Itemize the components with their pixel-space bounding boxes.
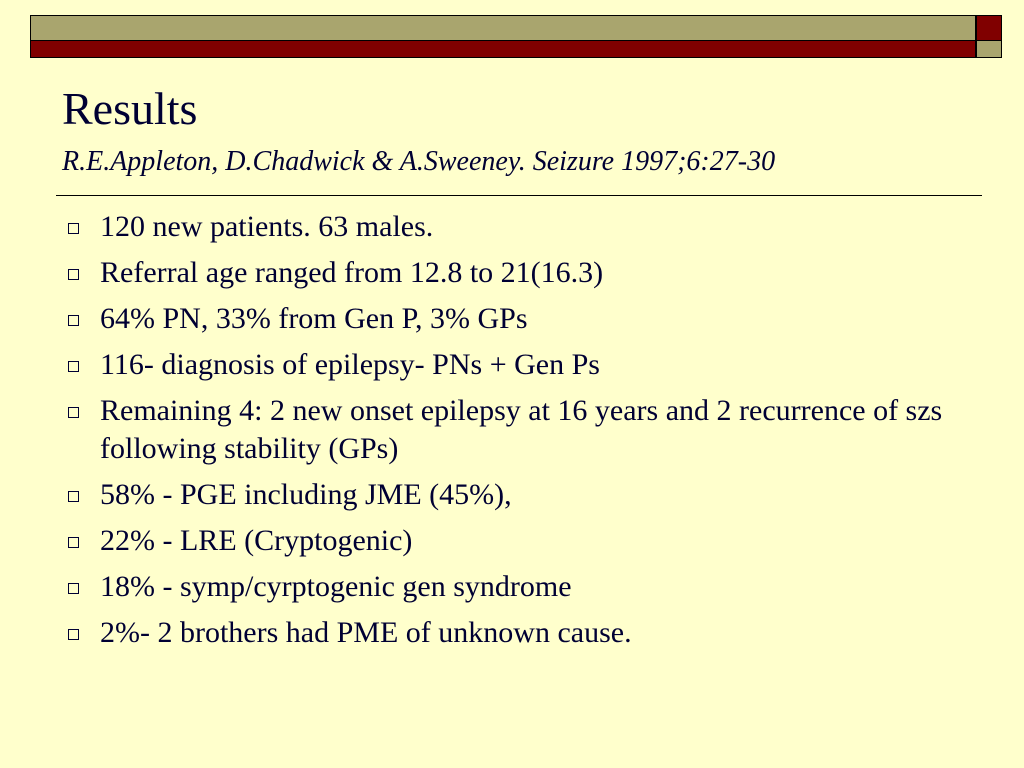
bullet-text: 22% - LRE (Cryptogenic) — [100, 524, 413, 557]
title-divider — [56, 195, 982, 196]
bullet-item — [62, 614, 962, 652]
hollow-square-bullet-icon — [68, 315, 79, 326]
hollow-square-bullet-icon — [68, 407, 79, 418]
hollow-square-bullet-icon — [68, 629, 79, 640]
bullet-text: 116- diagnosis of epilepsy- PNs + Gen Ps — [100, 348, 600, 381]
hollow-square-bullet-icon — [68, 491, 79, 502]
header-square-olive — [976, 41, 1002, 58]
header-square-maroon — [976, 15, 1002, 41]
bullet-item — [62, 208, 962, 246]
bullet-text: Referral age ranged from 12.8 to 21(16.3) — [100, 256, 604, 289]
hollow-square-bullet-icon — [68, 361, 79, 372]
slide-title: Results — [62, 83, 198, 134]
bullet-item — [62, 568, 962, 606]
bullet-text: 58% - PGE including JME (45%), — [100, 478, 512, 511]
bullet-text: 18% - symp/cyrptogenic gen syndrome — [100, 570, 572, 603]
header-bar-olive — [30, 15, 976, 41]
bullet-list — [62, 208, 962, 660]
bullet-item — [62, 476, 962, 514]
header-bar-maroon — [30, 41, 976, 58]
slide-subtitle: R.E.Appleton, D.Chadwick & A.Sweeney. Seizure 1997;6:27-30 — [62, 146, 776, 177]
bullet-item — [62, 254, 962, 292]
bullet-item — [62, 346, 962, 384]
bullet-item — [62, 522, 962, 560]
bullet-text: 120 new patients. 63 males. — [100, 210, 434, 243]
bullet-text: 2%- 2 brothers had PME of unknown cause. — [100, 616, 632, 649]
bullet-item — [62, 392, 962, 468]
hollow-square-bullet-icon — [68, 583, 79, 594]
bullet-text: Remaining 4: 2 new onset epilepsy at 16 years and 2 recurrence of szs following stability (GPs) — [100, 394, 943, 465]
bullet-item — [62, 300, 962, 338]
hollow-square-bullet-icon — [68, 223, 79, 234]
bullet-text: 64% PN, 33% from Gen P, 3% GPs — [100, 302, 528, 335]
hollow-square-bullet-icon — [68, 269, 79, 280]
hollow-square-bullet-icon — [68, 537, 79, 548]
